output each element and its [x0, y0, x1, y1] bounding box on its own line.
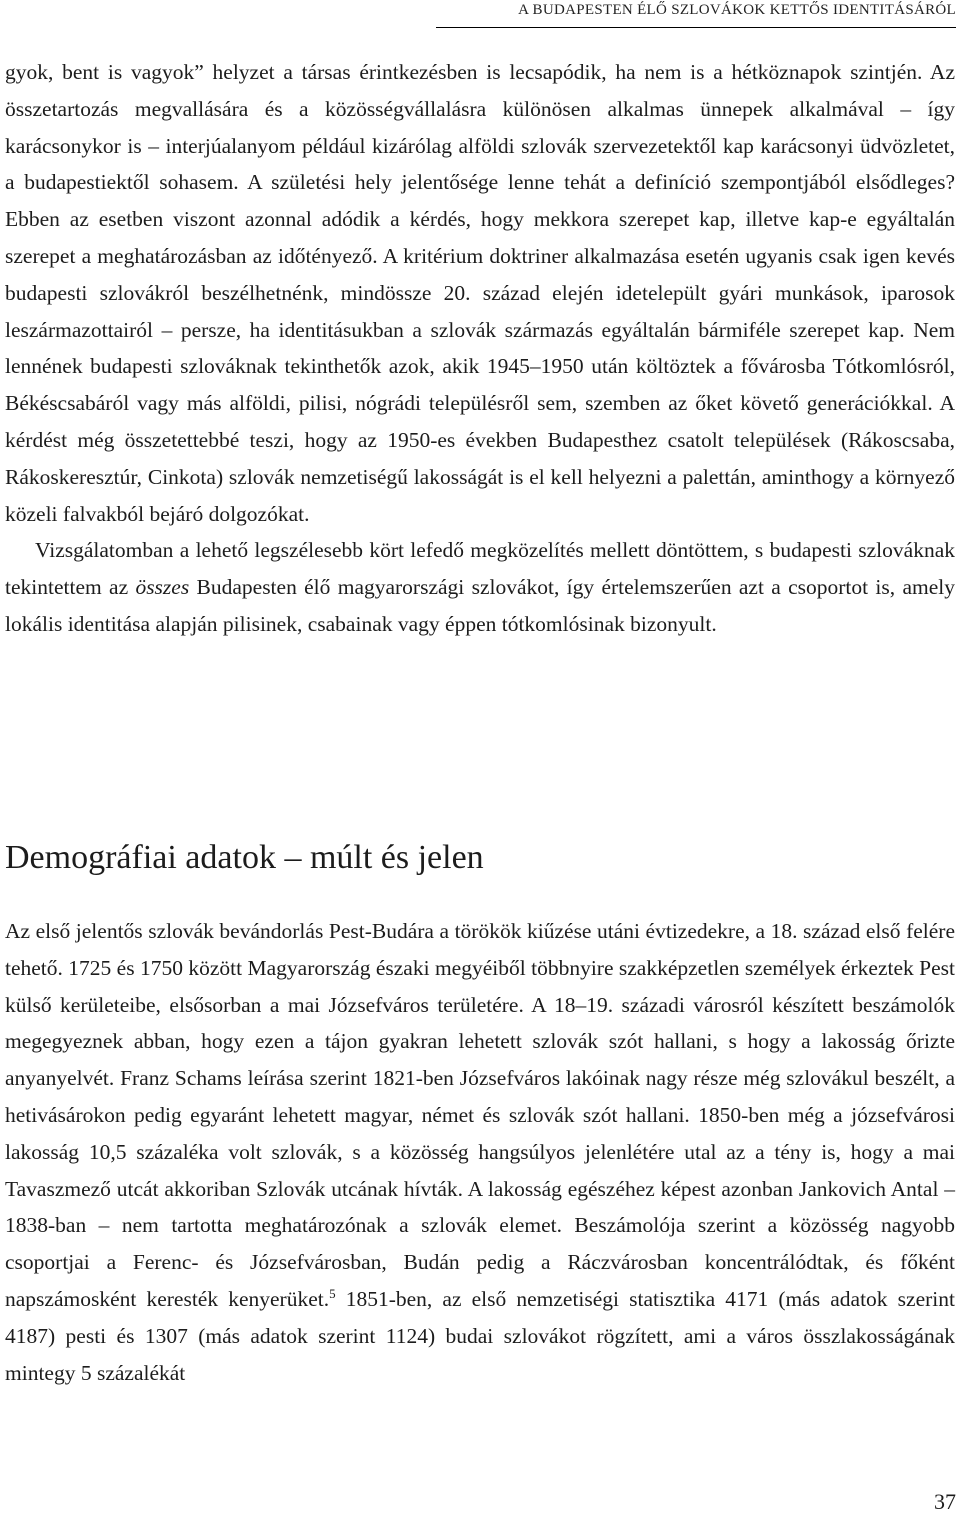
paragraph-2-text-b: Budapesten élő magyarországi szlovákot, így értelemszerűen azt a csoportot is, amely lokális identitása alapján pilisinek, csabainak vagy éppen tótkomlósinak bizonyult.: [5, 575, 955, 636]
paragraph-1: gyok, bent is vagyok” helyzet a társas érintkezésben is lecsapódik, ha nem is a hétköznapok szintjén. Az összetartozás megvallására és a közösségvállalásra különösen alkalmas ünnepek alkalmával – így karácsonykor is – interjúalanyom például kizárólag alföldi szlovák szervezetektől kap karácsonyi üdvözletet, a budapestiektől sohasem. A születési hely jelentősége lenne tehát a definíció szempontjából elsődleges? Ebben az esetben viszont azonnal adódik a kérdés, hogy mekkora szerepet kap, illetve kap-e egyáltalán szerepet a meghatározásban az időtényező. A kritérium doktriner alkalmazása esetén ugyanis csak igen kevés budapesti szlovákról beszélhetnénk, mindössze 20. század elején idetelepült gyári munkások, iparosok leszármazottairól – persze, ha identitásukban a szlovák származás egyáltalán bármiféle szerepet kap. Nem lennének budapesti szlováknak tekinthetők azok, akik 1945–1950 után költöztek a fővárosba Tótkomlósról, Békéscsabáról vagy más alföldi, pilisi, nógrádi településről sem, szemben az őket követő generációkkal. A kérdést még összetettebbé teszi, hogy az 1950-es években Budapesthez csatolt települések (Rákoscsaba, Rákoskeresztúr, Cinkota) szlovák nemzetiségű lakosságát is el kell helyezni a palettán, aminthogy a környező közeli falvakból bejáró dolgozókat.: [5, 60, 955, 526]
section-paragraph-text-b: 1851-ben, az első nemzetiségi statisztika 4171 (más adatok szerint 4187) pesti és 1307 (más adatok szerint 1124) budai szlovákot rögzített, ami a város összlakosságának mintegy 5 százalékát: [5, 1286, 955, 1385]
section-paragraph: [5, 913, 955, 1391]
paragraph-2: [5, 532, 955, 642]
paragraph-2-emphasis: összes: [135, 575, 190, 600]
running-header: A BUDAPESTEN ÉLŐ SZLOVÁKOK KETTŐS IDENTITÁSÁRÓL: [436, 2, 956, 28]
section-paragraph-text-a: Az első jelentős szlovák bevándorlás Pest-Budára a törökök kiűzése utáni évtizedekre, a 18. század első felére tehető. 1725 és 1750 között Magyarország északi megyéiből többnyire szakképzetlen személyek érkeztek Pest külső kerületeibe, elsősorban a mai Józsefváros területére. A 18–19. századi városról készített beszámolók megegyeznek abban, hogy ezen a tájon gyakran lehetett szlovák szót hallani, s hogy a lakosság őrizte anyanyelvét. Franz Schams leírása szerint 1821-ben Józsefváros lakóinak nagy része még szlovákul beszélt, a hetivásárokon pedig egyaránt lehetett magyar, német és szlovák szót hallani. 1850-ben még a józsefvárosi lakosság 10,5 százaléka volt szlovák, s a közösség hangsúlyos jelenlétére utal az a tény is, hogy a mai Tavaszmező utcát akkoriban Szlovák utcának hívták. A lakosság egészéhez képest azonban Jankovich Antal – 1838-ban – nem tartotta meghatározónak a szlovák elemet. Beszámolója szerint a közösség nagyobb csoportjai a Ferenc- és Józsefvárosban, Budán pedig a Ráczvárosban koncentrálódtak, és főként napszámosként keresték kenyerüket.: [5, 919, 955, 1311]
section-body: [5, 913, 955, 1391]
paragraph-2-text-a: Vizsgálatomban a lehető legszélesebb kört lefedő megközelítés mellett döntöttem, s budapesti szlováknak tekintettem az: [5, 538, 955, 600]
section-heading: Demográfiai adatok – múlt és jelen: [5, 839, 484, 876]
body-text: [5, 54, 955, 643]
page-number: 37: [934, 1489, 956, 1514]
footnote-reference[interactable]: 5: [329, 1285, 336, 1301]
